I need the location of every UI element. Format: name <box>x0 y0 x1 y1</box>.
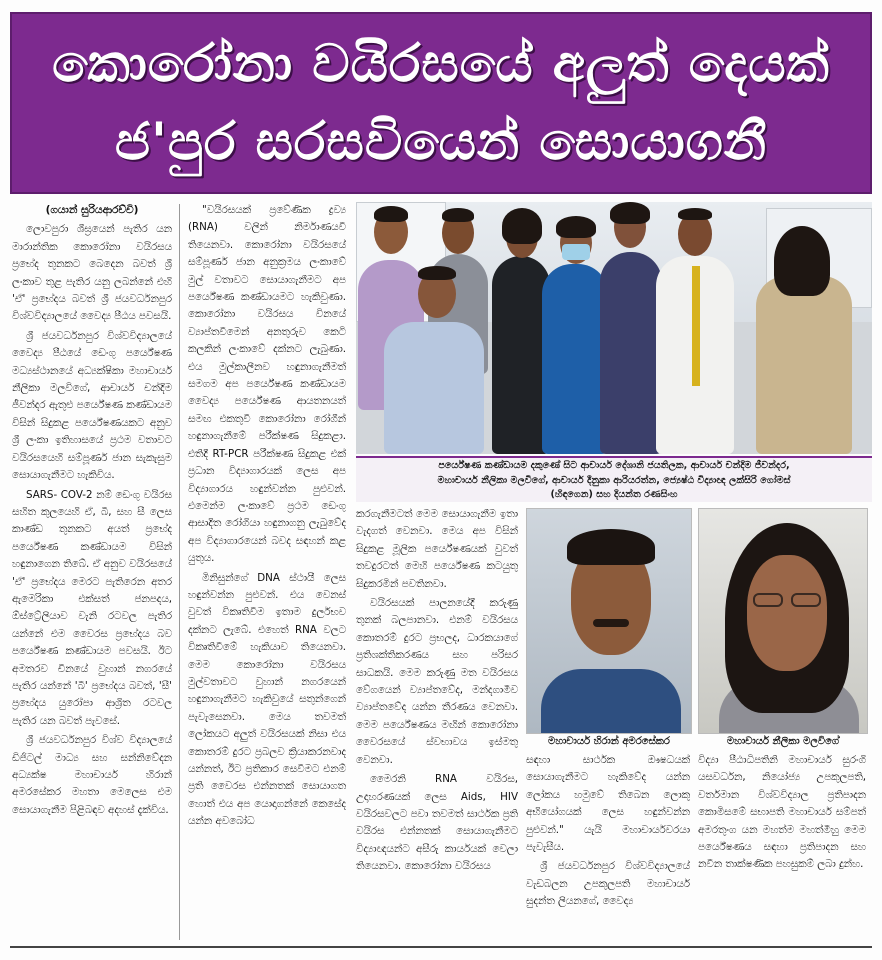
paragraph: සඳහා සාර්ථක ඖෂධයක් සොයාගැනීමට හැකිවේද යන්න ලෝකය හමුවේ තිබෙන ලොකු අභියෝගයක් ලෙස හඳුන්වන්න පුළුවන්." යැයි මහාචාර්යවරයා පැවැසීය. <box>526 754 690 854</box>
caption-line: මහාචාර්ය නීලිකා මලවිගේ, ආචාර්ය දීනුකා ආරියරත්න, ජ්‍යෙෂ්ඨ විද්‍යාඥ ලක්සිරි ගෝමස් <box>437 474 791 486</box>
hair-shape <box>567 529 655 565</box>
byline: (ගයාන් සුරියආරච්චි) <box>45 204 139 216</box>
shirt-shape <box>541 669 681 734</box>
face-shape <box>747 555 827 671</box>
caption-line: පර්යේෂණ කණ්ඩායම දකුණේ සිට ආචාර්ය දේශානි ජයතිලක, ආචාර්ය චන්දිම ජීවන්දර, <box>438 460 790 471</box>
group-photo <box>356 202 872 454</box>
headline-line-2: ජ'පුර සරසවියෙන් සොයාගනී <box>114 112 768 172</box>
article-column-2 <box>188 202 346 942</box>
bottom-rule <box>10 946 872 948</box>
paragraph: ශ්‍රී ජයවර්ධනපුර විශ්වවිද්‍යාලයේ වෛද්‍ය පීඨයේ ඩෙංගු පර්යේෂණ මධ්‍යස්ථානයේ අධ්‍යක්ෂිකා මහාචාර්ය නීලිකා මලවිගේ, ආචාර්ය චන්දිම ජීවන්දර ඇතුළු පර්යේෂණ කණ්ඩායම විසින් සිදුකළ පර්යේෂණයකට අනුව ශ්‍රී ලංකා ඉතිහාසයේ ප්‍රථම වතාවට වයිරසයෙහි සම්පූර්ණ ජාන සැකැසුම සොයාගැනීමට හැකිවිය. <box>12 329 172 482</box>
headline-banner <box>10 12 872 194</box>
article-column-3 <box>356 506 518 942</box>
portrait-photo-1 <box>526 508 692 734</box>
paragraph: "වයිරසයක් ප්‍රවේණික ද්‍රව්‍ය (RNA) වලින් නිර්මාණයවී තියෙනවා. කොරෝනා වයිරසයේ සම්පූර්ණ ජාන අනුක්‍රමය ලංකාවේ මුල් වතාවට සොයාගැනීමට අප පර්යේෂණ කණ්ඩායමට හැකිවුණා. කොරෝනා වයිරසය විනයේ ව්‍යාප්තවීමෙන් අනතුරුව කෙටි කලකින් ලංකාවේ දක්නට ලැබුණා. එය මුල්කාලීනව හඳුනාගැනීමත් සමගම අප පර්යේෂණ කණ්ඩායම වෛද්‍ය පර්යේෂණ ආයතනයත් සමඟ එකතුවී කොරෝනා රෝගීන් හඳුනාගැනීමේ පරීක්ෂණ සිදුකළා. එතිදී RT-PCR පරීක්ෂණ සිදුකළ එක් ප්‍රධාන විද්‍යාගාරයක් ලෙස අප විද්‍යාගාරය හඳුන්වන්න පුළුවන්. එමෙන්ම ලංකාවේ ප්‍රථම ඩෙංගු ආසාදිත රෝගියා හඳුනාගනු ලැබුවේද අප විද්‍යාගාරයෙන් බවද සඳහන් කළ යුතුය. <box>188 204 346 565</box>
column-divider <box>179 204 180 940</box>
paragraph: SARS- COV-2 නම් ඩෙංගු වයිරස සහිත කුලයෙහි ඒ, බී, සහ සී ලෙස කාණ්ඩ තුනකට අයත් ප්‍රභේද පර්යේෂණ කණ්ඩායම විසින් හඳුනාගෙන තිබේ. ඒ අනුව වයිරසයේ 'ඒ' ප්‍රභේදය මෙරට පැතිරෙන අතර ඇමෙරිකා එක්සත් ජනපදය, ඕස්ට්‍රේලියාව වැනි රටවල පැතිර යන්නේ එම වෛරස ප්‍රභේදය බව පර්යේෂණ කණ්ඩායම පවසයි. ඊට අමතරව චීනයේ වුහාන් නගරයේ පැතිර යන්නේ 'බී' ප්‍රභේදය බවත්, 'සී' ප්‍රභේදය යුරෝපා ආශ්‍රිත රටවල පැතිර යන බවත් පැවසේ. <box>12 488 172 727</box>
paragraph: මිනිසුන්ගේ DNA ස්ථායී ලෙස හඳුන්වන්න පුළුවන්. එය වෙනස් වුවත් විකෘතිවීම ඉතාම දුර්ලභව දක්නට ලැබේ. එහෙත් RNA වලට විකෘතිවීමේ හැකියාව තියෙනවා. මෙම කොරෝනා වයිරසය මුල්වතාවට වුහාන් නගරයෙන් හඳුනාගැනීමට හැකිවුයේ සතුන්ගෙන් පැවැසෙනවා. මෙය තවමත් ලෝකයට අලුත් වයිරසයක් නිසා එය කොතරම් දුරට ප්‍රබලව ක්‍රියාකරනවාද යන්නත්, ඊට ප්‍රතිකාර සෙවීමට එනම් ප්‍රති වෛරස එන්නතක් සොයාගත හොත් එය අප යොදාගන්නේ කෙසේද යන්න අවබෝධ <box>188 571 346 828</box>
paragraph: ශ්‍රී ජයවර්ධනපුර විශ්ව විද්‍යාලයේ ඩිජිටල් මාධ්‍ය සහ සන්නිවේදන අධ්‍යක්ෂ මහාචාර්ය හිරාන් අමරසේකර මහතා මෙලෙස එම සොයාගැනීම පිළිබඳව අදහස් දැක්විය. <box>12 734 172 816</box>
portrait-caption-2: මහාචාර්ය නීලිකා මලවිගේ <box>726 736 840 747</box>
paragraph: විද්‍යා පීඨාධිපතිනි මහාචාර්ය සුරංගි යසවර්ධන, නියෝජ්‍ය උපකුලපති, වර්තමාන විශ්වවිද්‍යාල ප්‍රතිපාදන කොමිසමේ සභාපති මහාචාර්ය සම්පත් අමරතුංග යන මහත්ම මහත්මීහු මෙම පර්යේෂණය සඳහා ප්‍රතිපාදන සහ නවීන තාක්ෂණික පහසුකම් ලබා දුන්හ. <box>698 754 866 871</box>
glasses-icon <box>791 593 821 607</box>
portrait-photo-2 <box>698 508 868 734</box>
article-column-4 <box>526 752 690 942</box>
paragraph: ලොවපුරා ශීඝ්‍රයෙන් පැතිර යන මාරාන්තික කොරෝනා වයිරසය ප්‍රභේද තුනකට බෙදෙන බවත් ශ්‍රී ලංකාව තුළ පැතිර යනු ලබන්නේ එහි 'ඒ' ප්‍රභේදය බවත් ශ්‍රී ජයවර්ධනපුර විශ්වවිද්‍යාලයේ වෛද්‍ය පීඨය පවසයි. <box>12 223 172 323</box>
paragraph: මෛරනි RNA වයිරස, උදාහරණයක් ලෙස Aids, HIV වයිරසවලට පවා තවමත් සාර්ථක ප්‍රති වයිරස එන්නතක් සොයාගැනීමට විද්‍යාඥයන්ට අසීරු කාර්යයක් වෙලා තියෙනවා. කොරෝනා වයිරසය <box>356 773 518 873</box>
paragraph: කරගැනීමටත් මෙම සොයාගැනීම ඉතා වැදගත් වෙනවා. මෙය අප විසින් සිදුකළ මූලික පර්යේෂණයක් වුවත් තවදුරටත් මෙහි පර්යේෂණ කටයුතු සිදුකරමින් පවතිනවා. <box>356 508 518 590</box>
moustache-shape <box>593 619 629 627</box>
article-column-5 <box>698 752 866 942</box>
group-photo-caption <box>356 456 872 502</box>
caption-line: (හිඳගෙන) සහ දියන්ත රණසිංහ <box>550 489 678 500</box>
article-column-1 <box>12 202 172 942</box>
portrait-caption-1: මහාචාර්ය හිරාන් අමරසේකර <box>548 736 670 747</box>
paragraph: ශ්‍රී ජයවර්ධනපුර විශ්වවිද්‍යාලයේ වැඩබලන උපකුලපති මහාචාර්ය සුදන්ත ලියනගේ, වෛද්‍ය <box>526 860 690 908</box>
headline-line-1: කොරෝනා වයිරසයේ අලුත් දෙයක් <box>52 34 830 94</box>
paragraph: වයිරසයක් පාලනයේදී කරුණු තුනක් බලපානවා. එනම් වයිරසය කොතරම් දුරට ප්‍රභලද, ධාරකයාගේ ප්‍රතිශක්තිකරණය සහ පරිසර සාධකයි. මෙම කරුණු මත වයිරසය වේගයෙන් ව්‍යාප්තවේද, මන්දගාමීව ව්‍යාප්තවේද යන්න තීරණය වෙනවා. මෙම පර්යේෂණය මඟින් කොරෝනා වෛරසයේ ස්වභාවය ඉස්මතු වෙනවා. <box>356 597 518 766</box>
glasses-icon <box>753 593 783 607</box>
